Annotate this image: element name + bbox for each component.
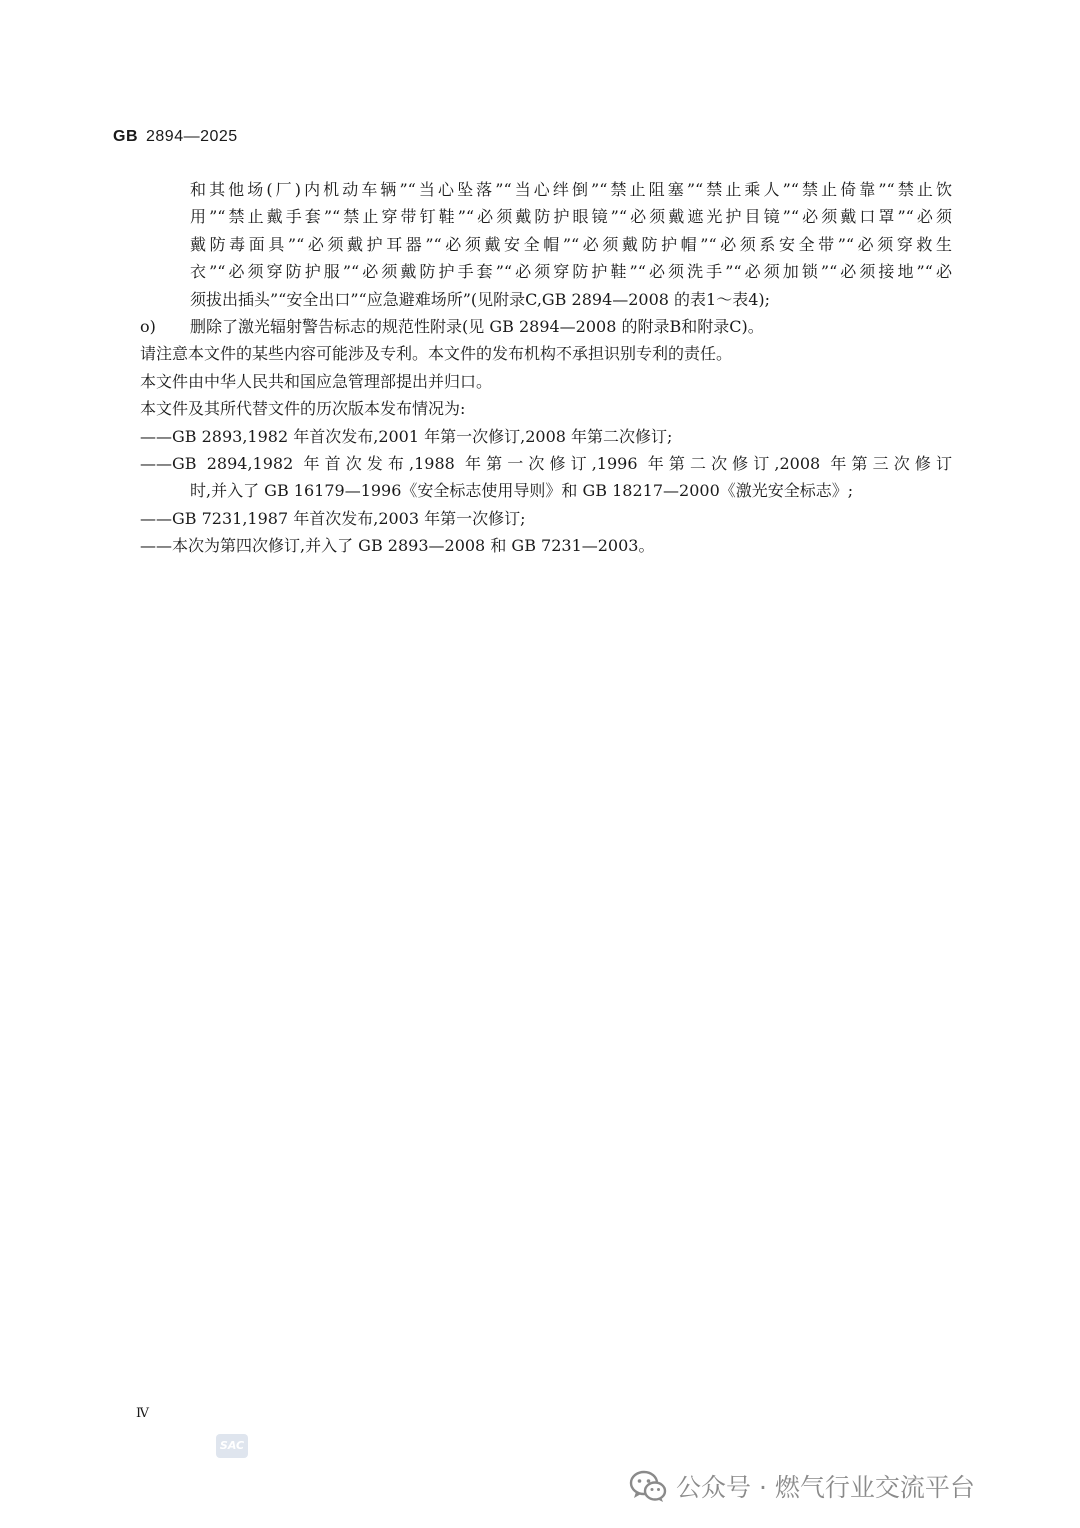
list-item-text: 删除了激光辐射警告标志的规范性附录(见 GB 2894—2008 的附录B和附录C)。 [190,317,764,337]
history-item: ——GB 2893,1982 年首次发布,2001 年第一次修订,2008 年第二次修订; [140,426,673,446]
proposed-by-statement: 本文件由中华人民共和国应急管理部提出并归口。 [140,371,493,391]
watermark [628,1466,975,1506]
sac-logo: SAC [216,1434,248,1458]
history-item: ——GB 2894,1982 年首次发布,1988 年第一次修订,1996 年第二次修订,2008 年第三次修订 [140,454,952,474]
page-number: Ⅳ [136,1406,149,1421]
wechat-icon [628,1468,668,1504]
standard-prefix: GB [113,128,138,145]
document-header [113,128,238,146]
standard-number: 2894—2025 [146,128,238,145]
list-item-o [140,313,952,340]
history-intro: 本文件及其所代替文件的历次版本发布情况为: [140,399,466,419]
history-item: ——本次为第四次修订,并入了 GB 2893—2008 和 GB 7231—2003。 [140,536,655,556]
patent-notice: 请注意本文件的某些内容可能涉及专利。本文件的发布机构不承担识别专利的责任。 [140,344,733,364]
document-body [140,176,952,560]
watermark-text: 公众号 · 燃气行业交流平台 [676,1473,975,1502]
body-line: 和其他场(厂)内机动车辆”“当心坠落”“当心绊倒”“禁止阻塞”“禁止乘人”“禁止倚靠”“禁止饮 [190,180,952,199]
history-item-continuation: 时,并入了 GB 16179—1996《安全标志使用导则》和 GB 18217—2000《激光安全标志》; [190,481,854,501]
body-line: 用”“禁止戴手套”“禁止穿带钉鞋”“必须戴防护眼镜”“必须戴遮光护目镜”“必须戴口罩”“必须 [190,207,952,227]
body-line: 衣”“必须穿防护服”“必须戴防护手套”“必须穿防护鞋”“必须洗手”“必须加锁”“必须接地”“必 [190,262,952,282]
body-line: 戴防毒面具”“必须戴护耳器”“必须戴安全帽”“必须戴防护帽”“必须系安全带”“必须穿救生 [190,234,952,254]
list-item-marker: o) [140,317,156,337]
history-item: ——GB 7231,1987 年首次发布,2003 年第一次修订; [140,508,526,528]
body-line: 须拔出插头”“安全出口”“应急避难场所”(见附录C,GB 2894—2008 的表1～表4); [190,289,771,309]
